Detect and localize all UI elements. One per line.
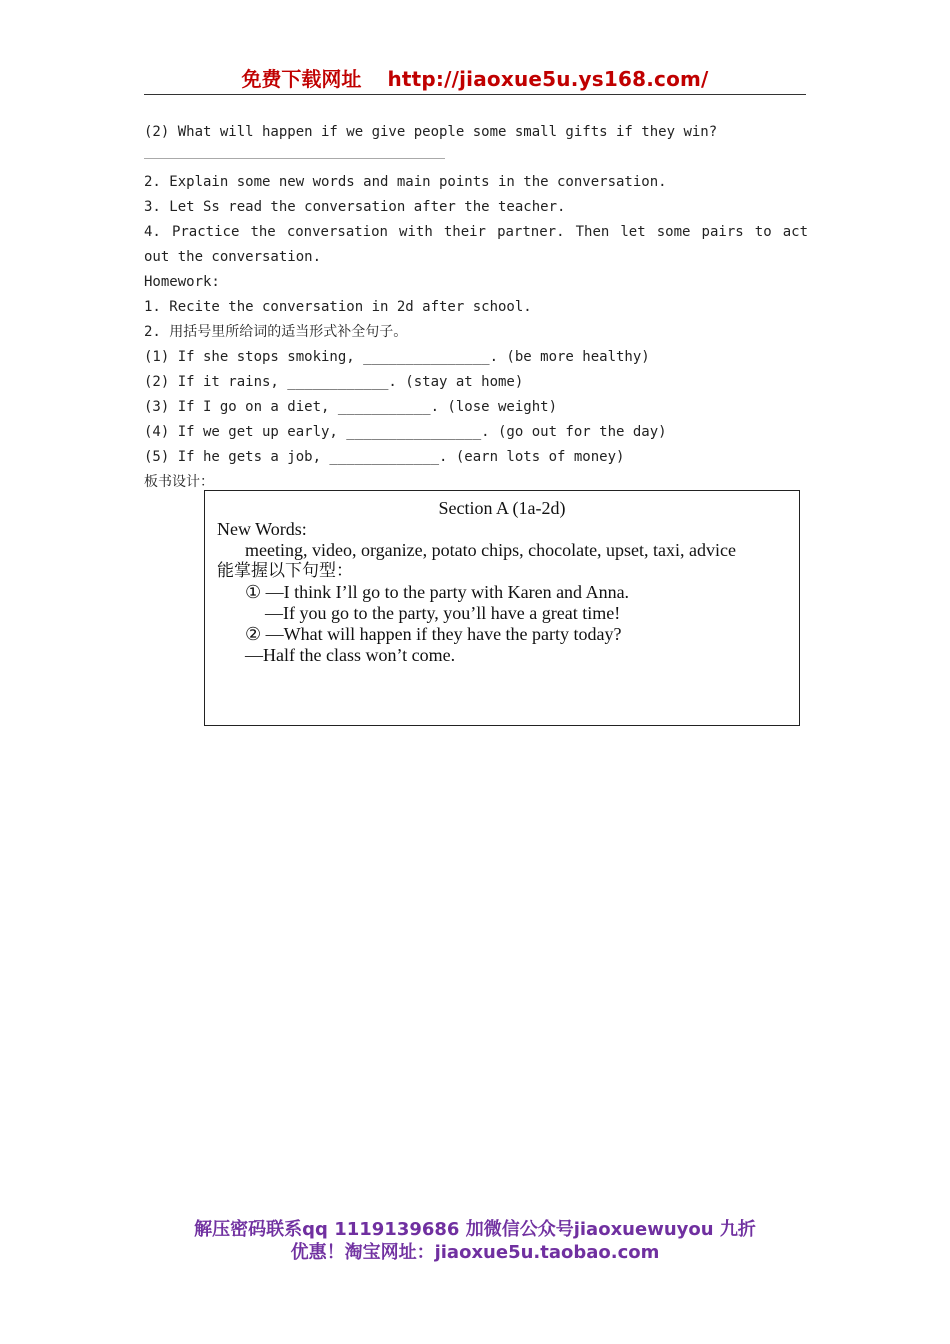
pattern-line: ② —What will happen if they have the party today?	[245, 624, 622, 644]
pattern-line: ① —I think I’ll go to the party with Karen and Anna.	[245, 582, 630, 602]
step-item: 3. Let Ss read the conversation after the teacher.	[144, 199, 566, 215]
question-2: (2) What will happen if we give people some small gifts if they win?	[144, 124, 718, 140]
header-site-url[interactable]: http://jiaoxue5u.ys168.com/	[387, 67, 709, 91]
pattern-line: —If you go to the party, you’ll have a great time!	[265, 603, 621, 623]
page-header	[144, 64, 806, 95]
page-footer	[0, 1218, 950, 1264]
new-words-label: New Words:	[217, 519, 307, 539]
homework-item: 2. 用括号里所给词的适当形式补全句子。	[144, 324, 408, 340]
blackboard-design-box	[204, 490, 800, 726]
step-item: 4. Practice the conversation with their partner. Then let some pairs to act out the conversation.	[144, 224, 808, 265]
board-design-label: 板书设计：	[144, 474, 214, 490]
header-site-name: 免费下载网址	[241, 67, 362, 91]
exercise-item: (3) If I go on a diet, ___________. (lose weight)	[144, 399, 558, 415]
sentence-patterns-label: 能掌握以下句型：	[217, 561, 353, 581]
step-item: 2. Explain some new words and main points in the conversation.	[144, 174, 667, 190]
footer-contact-line: 解压密码联系qq 1119139686 加微信公众号jiaoxuewuyou 九折	[194, 1219, 756, 1240]
pattern-line: —Half the class won’t come.	[245, 645, 456, 665]
lesson-body	[144, 120, 808, 495]
homework-item: 1. Recite the conversation in 2d after school.	[144, 299, 532, 315]
exercise-item: (1) If she stops smoking, _______________. (be more healthy)	[144, 349, 650, 365]
new-words-list: meeting, video, organize, potato chips, chocolate, upset, taxi, advice	[245, 540, 737, 560]
footer-shop-line[interactable]: 优惠！淘宝网址：jiaoxue5u.taobao.com	[290, 1242, 660, 1263]
answer-blank-line	[144, 158, 445, 159]
homework-label: Homework:	[144, 274, 220, 290]
board-title: Section A (1a-2d)	[438, 498, 566, 518]
exercise-item: (5) If he gets a job, _____________. (earn lots of money)	[144, 449, 625, 465]
exercise-item: (4) If we get up early, ________________. (go out for the day)	[144, 424, 667, 440]
exercise-item: (2) If it rains, ____________. (stay at home)	[144, 374, 524, 390]
